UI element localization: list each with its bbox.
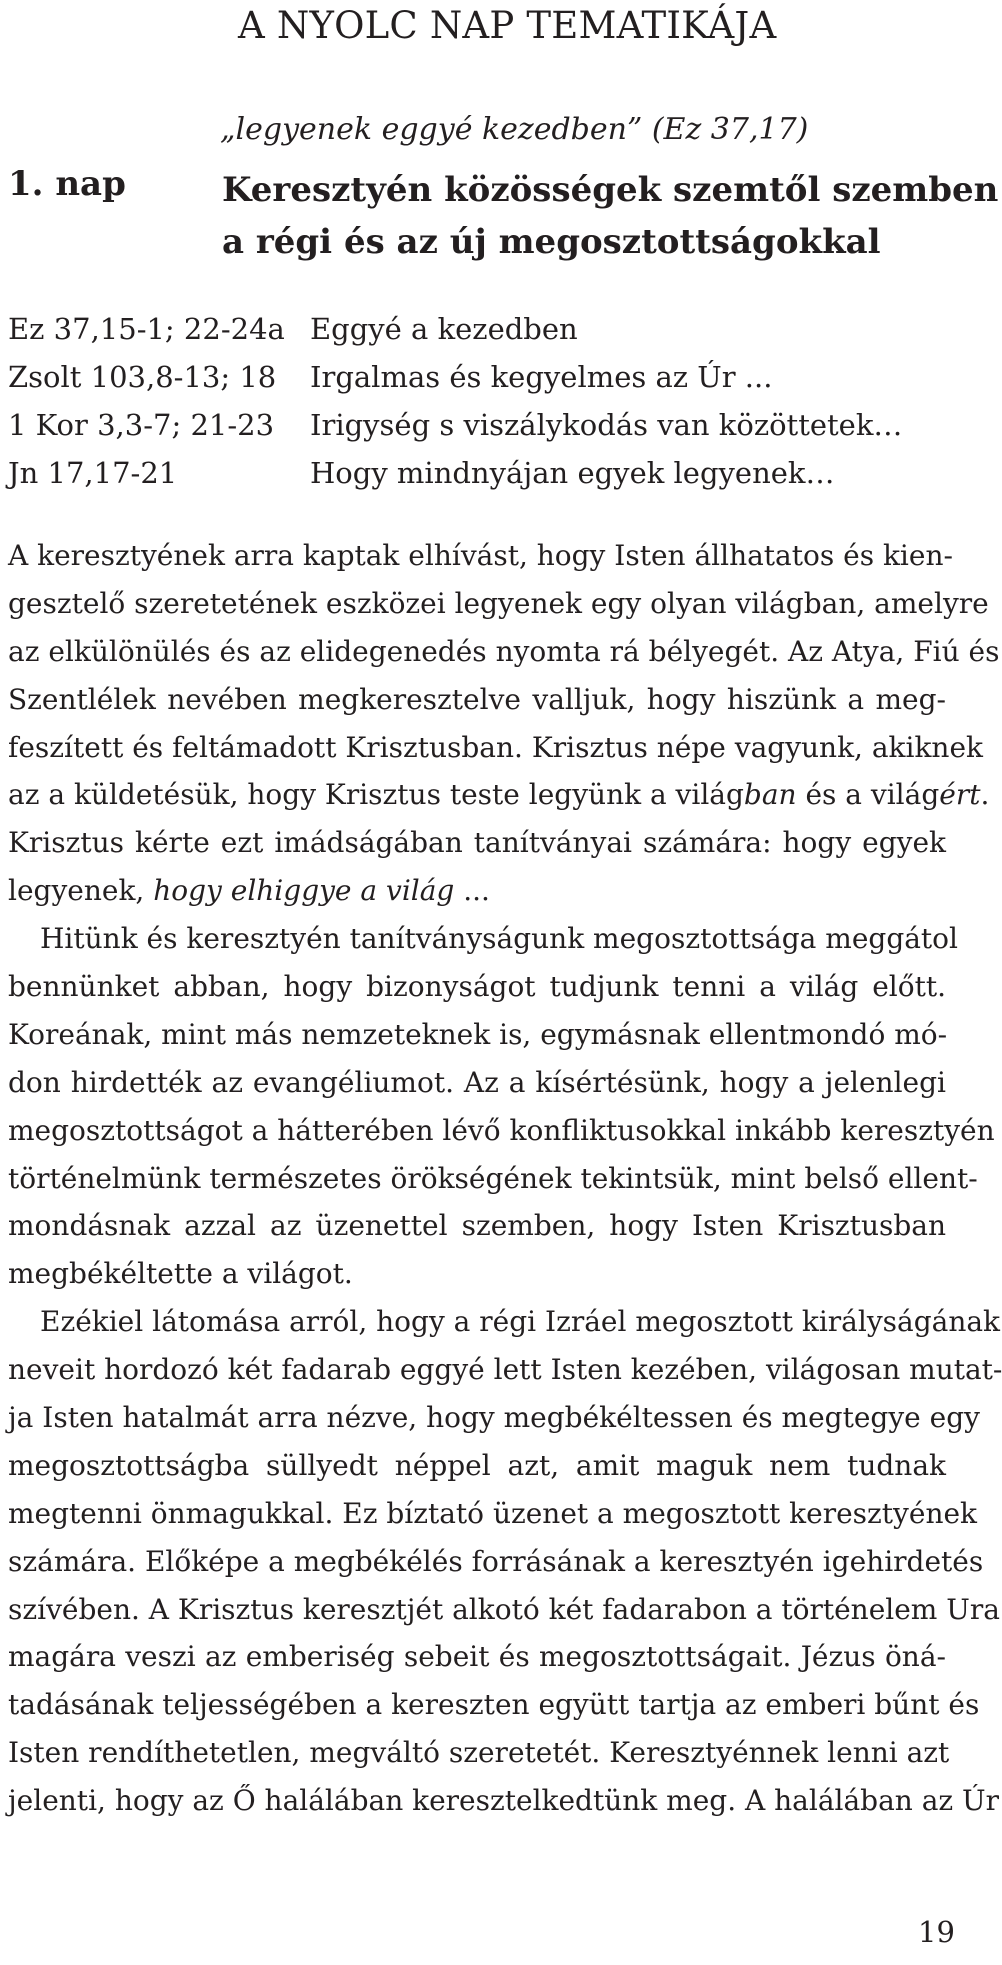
text-line: az elkülönülés és az elidegenedés nyomta rá bélyegét. Az Atya, Fiú és xyxy=(8,634,1000,668)
text-line: Krisztus kérte ezt imádságában tanítványai számára: hogy egyek xyxy=(8,826,946,860)
text-line: mondásnak azzal az üzenettel szemben, hogy Isten Krisztusban xyxy=(8,1209,946,1243)
text-line: Isten rendíthetetlen, megváltó szeretetét. Keresztyénnek lenni azt xyxy=(8,1736,950,1770)
reading-title: Irigység s viszálykodás van közöttetek… xyxy=(310,408,903,442)
text-line: magára veszi az emberiség sebeit és megosztottságait. Jézus öná- xyxy=(8,1640,946,1674)
reading-row xyxy=(8,449,948,497)
text-line: megtenni önmagukkal. Ez bíztató üzenet a megosztott keresztyének xyxy=(8,1496,978,1530)
text-span: . xyxy=(980,778,990,812)
text-line: megosztottságba süllyedt néppel azt, amit maguk nem tudnak xyxy=(8,1448,946,1482)
day-title-line-2: a régi és az új megosztottságokkal xyxy=(222,222,881,262)
text-line: Ezékiel látomása arról, hogy a régi Izráel megosztott királyságának xyxy=(40,1305,1001,1339)
text-line: Hitünk és keresztyén tanítványságunk megosztottsága meggátol xyxy=(40,922,958,956)
text-span: legyenek, xyxy=(8,874,154,908)
reading-row xyxy=(8,305,948,353)
text-line: számára. Előképe a megbékélés forrásának a keresztyén igehirdetés xyxy=(8,1544,984,1578)
day-title xyxy=(222,164,998,268)
text-line: történelmünk természetes örökségének tekintsük, mint belső ellent- xyxy=(8,1161,978,1195)
reading-reference: Ez 37,15-1; 22-24a xyxy=(8,312,285,346)
motto-quote: „legyenek eggyé kezedben” (Ez 37,17) xyxy=(220,112,809,147)
emphasis-text: ért xyxy=(939,778,981,812)
reading-title: Irgalmas és kegyelmes az Úr ... xyxy=(310,360,773,394)
text-span: és a világ xyxy=(796,778,940,812)
reading-row xyxy=(8,401,948,449)
day-label: 1. nap xyxy=(8,164,126,204)
text-line: bennünket abban, hogy bizonyságot tudjunk tenni a világ előtt. xyxy=(8,970,946,1004)
text-line: ja Isten hatalmát arra nézve, hogy megbékéltessen és megtegye egy xyxy=(8,1401,980,1435)
text-line: tadásának teljességében a kereszten együtt tartja az emberi bűnt és xyxy=(8,1688,980,1722)
text-line: gesztelő szeretetének eszközei legyenek egy olyan világban, amelyre xyxy=(8,586,989,620)
emphasis-text: ban xyxy=(743,778,797,812)
reading-reference: Zsolt 103,8-13; 18 xyxy=(8,360,277,394)
reading-title: Hogy mindnyájan egyek legyenek… xyxy=(310,456,835,490)
text-span: ... xyxy=(454,874,490,908)
body-text xyxy=(8,532,1002,1825)
text-line: megosztottságot a hátterében lévő konfliktusokkal inkább keresztyén xyxy=(8,1113,995,1147)
day-title-line-1: Keresztyén közösségek szemtől szemben xyxy=(222,170,999,210)
text-line: megbékéltette a világot. xyxy=(8,1257,353,1291)
text-line: Koreának, mint más nemzeteknek is, egymásnak ellentmondó mó- xyxy=(8,1017,948,1051)
text-line: szívében. A Krisztus keresztjét alkotó két fadarabon a történelem Ura xyxy=(8,1592,1000,1626)
text-line: feszített és feltámadott Krisztusban. Krisztus népe vagyunk, akiknek xyxy=(8,730,983,764)
text-line: don hirdették az evangéliumot. Az a kísértésünk, hogy a jelenlegi xyxy=(8,1065,946,1099)
reading-title: Eggyé a kezedben xyxy=(310,312,578,346)
text-line: neveit hordozó két fadarab eggyé lett Isten kezében, világosan mutat- xyxy=(8,1353,1002,1387)
page-number: 19 xyxy=(918,1915,955,1949)
reading-row xyxy=(8,353,948,401)
emphasis-text: hogy elhiggye a világ xyxy=(153,874,455,908)
text-line: Szentlélek nevében megkeresztelve valljuk, hogy hiszünk a meg- xyxy=(8,682,946,716)
text-line xyxy=(8,771,990,819)
reading-reference: Jn 17,17-21 xyxy=(8,456,178,490)
text-line: jelenti, hogy az Ő halálában keresztelkedtünk meg. A halálában az Úr xyxy=(8,1784,1000,1818)
readings-list xyxy=(8,305,948,497)
page-title: A NYOLC NAP TEMATIKÁJA xyxy=(238,4,777,47)
reading-reference: 1 Kor 3,3-7; 21-23 xyxy=(8,408,275,442)
text-line: A keresztyének arra kaptak elhívást, hogy Isten állhatatos és kien- xyxy=(8,539,953,572)
text-span: az a küldetésük, hogy Krisztus teste legyünk a világ xyxy=(8,778,744,812)
text-line xyxy=(8,867,946,915)
